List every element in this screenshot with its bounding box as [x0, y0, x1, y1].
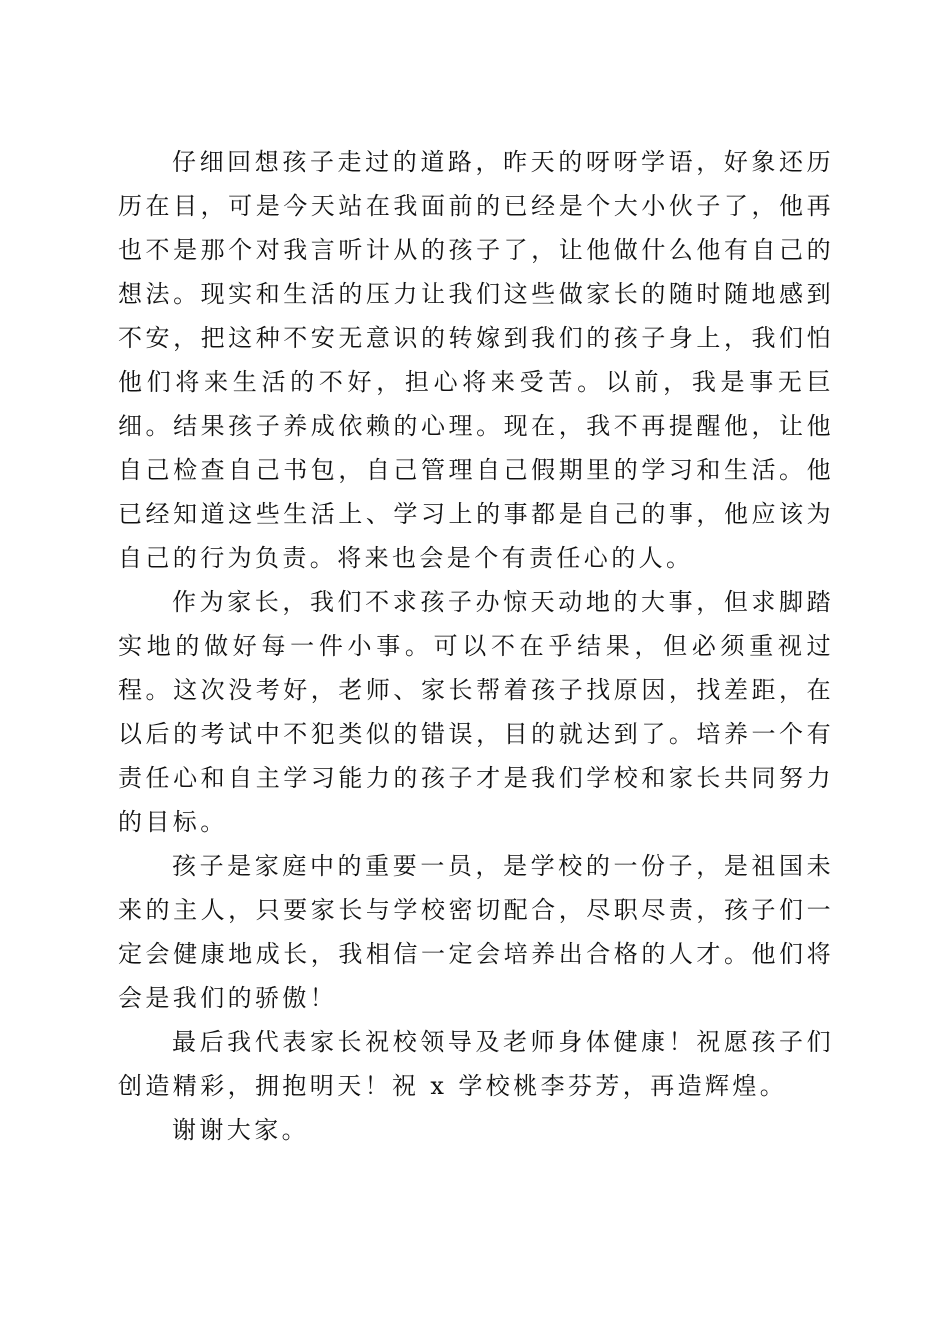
paragraph-2: 作为家长，我们不求孩子办惊天动地的大事，但求脚踏实地的做好每一件小事。可以不在乎结果，但必须重视过程。这次没考好，老师、家长帮着孩子找原因，找差距，在以后的考试中不犯类似的错误，目的就达到了。培养一个有责任心和自主学习能力的孩子才是我们学校和家长共同努力的目标。 [118, 588, 834, 836]
paragraph-3: 孩子是家庭中的重要一员，是学校的一份子，是祖国未来的主人，只要家长与学校密切配合，尽职尽责，孩子们一定会健康地成长，我相信一定会培养出合格的人才。他们将会是我们的骄傲！ [118, 852, 834, 1012]
paragraph-1: 仔细回想孩子走过的道路，昨天的呀呀学语，好象还历历在目，可是今天站在我面前的已经是个大小伙子了，他再也不是那个对我言听计从的孩子了，让他做什么他有自己的想法。现实和生活的压力让我们这些做家长的随时随地感到不安，把这种不安无意识的转嫁到我们的孩子身上，我们怕他们将来生活的不好，担心将来受苦。以前，我是事无巨细。结果孩子养成依赖的心理。现在，我不再提醒他，让他自己检查自己书包，自己管理自己假期里的学习和生活。他已经知道这些生活上、学习上的事都是自己的事，他应该为自己的行为负责。将来也会是个有责任心的人。 [118, 148, 834, 572]
paragraph-4: 最后我代表家长祝校领导及老师身体健康！祝愿孩子们创造精彩，拥抱明天！祝 x 学校桃李芬芳，再造辉煌。 [118, 1028, 834, 1100]
document-body [118, 140, 834, 1152]
paragraph-5: 谢谢大家。 [172, 1116, 309, 1144]
